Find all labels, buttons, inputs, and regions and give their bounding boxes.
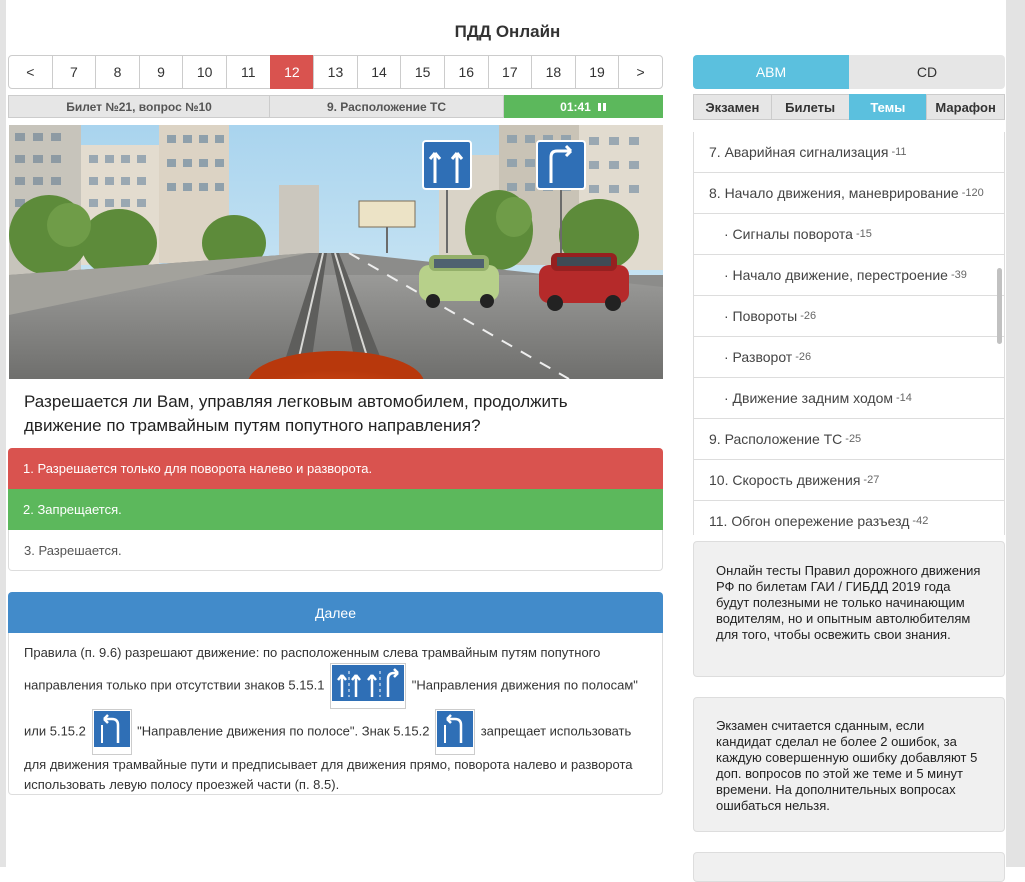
tab-category-cd[interactable]: CD bbox=[849, 55, 1005, 89]
topic-count: -120 bbox=[961, 187, 984, 199]
topic-item[interactable] bbox=[693, 132, 1005, 173]
sign-5-15-1-icon bbox=[330, 663, 406, 709]
topic-count: -25 bbox=[845, 433, 862, 445]
subtopic-item[interactable] bbox=[693, 337, 1005, 378]
mode-tabs bbox=[693, 94, 1005, 120]
pager-prev-button[interactable]: < bbox=[8, 55, 53, 89]
pause-icon[interactable] bbox=[597, 102, 607, 112]
tab-topics[interactable]: Темы bbox=[849, 94, 928, 120]
topic-label: 9. Расположение ТС bbox=[709, 431, 843, 447]
topic-item[interactable] bbox=[693, 501, 1005, 535]
topic-label: 9. Расположение ТС bbox=[270, 95, 504, 118]
question-text: Разрешается ли Вам, управляя легковым автомобилем, продолжить движение по трамвайным путям попутного направления? bbox=[24, 392, 568, 435]
topic-count: -39 bbox=[950, 269, 967, 281]
timer-value: 01:41 bbox=[560, 99, 591, 114]
answer-option-1[interactable]: 1. Разрешается только для поворота налево и разворота. bbox=[8, 448, 663, 489]
pager-page-15[interactable]: 15 bbox=[400, 55, 445, 89]
topic-count: -11 bbox=[891, 146, 907, 158]
pager-page-17[interactable]: 17 bbox=[488, 55, 533, 89]
pager-page-9[interactable]: 9 bbox=[139, 55, 184, 89]
app-title: ПДД Онлайн bbox=[454, 22, 561, 41]
question-info-bar bbox=[8, 95, 663, 118]
answer-option-3[interactable]: 3. Разрешается. bbox=[8, 530, 663, 571]
subtopic-item[interactable] bbox=[693, 296, 1005, 337]
pager-page-11[interactable]: 11 bbox=[226, 55, 271, 89]
explanation-text-2: "Направления движения по полосам" или 5.15.2 bbox=[24, 677, 638, 739]
tab-marathon[interactable]: Марафон bbox=[926, 94, 1005, 120]
pager-page-19[interactable]: 19 bbox=[575, 55, 620, 89]
page-edge-right bbox=[1006, 0, 1025, 867]
sign-5-15-2-icon bbox=[435, 709, 475, 755]
pager-page-18[interactable]: 18 bbox=[531, 55, 576, 89]
topic-count: -14 bbox=[896, 392, 912, 404]
ticket-label: Билет №21, вопрос №10 bbox=[8, 95, 270, 118]
timer[interactable] bbox=[504, 95, 663, 118]
pager-page-10[interactable]: 10 bbox=[182, 55, 227, 89]
topic-count: -26 bbox=[795, 351, 812, 363]
question-pager bbox=[8, 55, 663, 89]
explanation-text-1: Правила (п. 9.6) разрешают движение: по расположенным слева трамвайным путям попутного направления только при отсутствии знаков 5.15.1 bbox=[24, 645, 601, 693]
explanation-text-4: запрещает использовать для движения трамвайные пути и предписывает для движения прямо, поворота налево и разворота использовать левую полосу проезжей части (п. 8.5). bbox=[24, 723, 633, 792]
topic-count: -26 bbox=[800, 310, 817, 322]
topics-list[interactable] bbox=[693, 125, 1005, 535]
sign-5-15-2-icon bbox=[92, 709, 132, 755]
topic-item[interactable] bbox=[693, 460, 1005, 501]
tab-tickets[interactable]: Билеты bbox=[771, 94, 850, 120]
topic-count: -27 bbox=[863, 474, 880, 486]
topic-label: · Разворот bbox=[724, 349, 793, 365]
answer-option-2[interactable]: 2. Запрещается. bbox=[8, 489, 663, 530]
topic-count: -15 bbox=[855, 228, 872, 240]
topic-label: 11. Обгон опережение разъезд bbox=[709, 513, 910, 529]
topic-label: · Движение задним ходом bbox=[724, 390, 894, 406]
info-panel-about: Онлайн тесты Правил дорожного движения РФ по билетам ГАИ / ГИБДД 2019 года будут полезными не только начинающим водителям, но и опытным автолюбителям для того, чтобы освежить свои знания. bbox=[693, 541, 1005, 677]
topic-label: 8. Начало движения, маневрирование bbox=[709, 185, 959, 201]
tab-exam[interactable]: Экзамен bbox=[693, 94, 772, 120]
pager-page-12-current[interactable]: 12 bbox=[270, 55, 315, 89]
explanation-text-3: "Направление движения по полосе". Знак 5.15.2 bbox=[137, 723, 430, 739]
next-button[interactable]: Далее bbox=[8, 592, 663, 633]
topic-label: 7. Аварийная сигнализация bbox=[709, 144, 889, 160]
topic-item[interactable] bbox=[693, 419, 1005, 460]
topic-count: -42 bbox=[912, 515, 929, 527]
pager-page-13[interactable]: 13 bbox=[313, 55, 358, 89]
explanation-panel bbox=[8, 633, 663, 795]
subtopic-item[interactable] bbox=[693, 255, 1005, 296]
topics-scrollbar[interactable] bbox=[997, 268, 1002, 344]
category-tabs bbox=[693, 55, 1005, 89]
pager-page-14[interactable]: 14 bbox=[357, 55, 402, 89]
question-image bbox=[9, 125, 663, 379]
page-edge-left bbox=[0, 0, 6, 867]
topic-label: · Сигналы поворота bbox=[724, 226, 853, 242]
subtopic-item[interactable] bbox=[693, 378, 1005, 419]
subtopic-item[interactable] bbox=[693, 214, 1005, 255]
topic-label: 10. Скорость движения bbox=[709, 472, 861, 488]
pager-page-16[interactable]: 16 bbox=[444, 55, 489, 89]
info-panel-partial bbox=[693, 852, 1005, 882]
topic-label: · Повороты bbox=[724, 308, 798, 324]
pager-page-8[interactable]: 8 bbox=[95, 55, 140, 89]
pager-page-7[interactable]: 7 bbox=[52, 55, 97, 89]
info-panel-exam-rules: Экзамен считается сданным, если кандидат сделал не более 2 ошибок, за каждую совершенную ошибку добавляют 5 доп. вопросов по этой же теме и 5 минут времени. На дополнительных вопросах ошибаться нельзя. bbox=[693, 697, 1005, 832]
topic-item[interactable] bbox=[693, 173, 1005, 214]
tab-category-abm[interactable]: ABM bbox=[693, 55, 849, 89]
pager-next-button[interactable]: > bbox=[618, 55, 663, 89]
topic-label: · Начало движение, перестроение bbox=[724, 267, 948, 283]
